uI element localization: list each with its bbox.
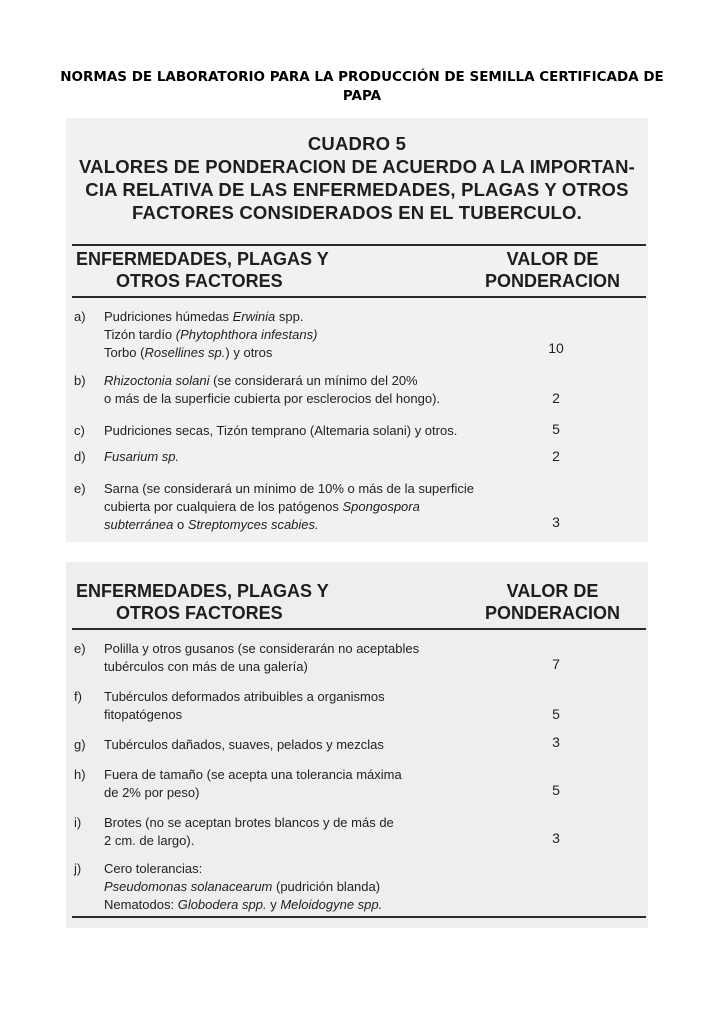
row-description	[104, 480, 554, 534]
row-line: Pseudomonas solanacearum (pudrición blanda)	[104, 879, 381, 894]
column-header-value-line-2: PONDERACION	[484, 603, 620, 623]
row-value: 2	[552, 448, 560, 464]
row-description	[104, 688, 554, 724]
row-description	[104, 372, 554, 408]
row-description	[104, 814, 554, 850]
column-header-value	[485, 580, 620, 624]
column-header-factors-line-1: ENFERMEDADES, PLAGAS Y	[76, 249, 329, 269]
row-letter: g)	[74, 737, 86, 752]
row-description	[104, 422, 554, 440]
row-line: Tubérculos deformados atribuibles a organismos	[104, 689, 385, 704]
row-description	[104, 860, 554, 914]
scanned-table-part-1	[66, 118, 648, 542]
column-header-value-line-1: VALOR DE	[506, 249, 599, 269]
row-value: 2	[552, 390, 560, 406]
row-line: Torbo (Rosellines sp.) y otros	[104, 345, 273, 360]
cuadro-title-line-2: CIA RELATIVA DE LAS ENFERMEDADES, PLAGAS Y OTROS	[85, 179, 629, 200]
row-line: Fuera de tamaño (se acepta una tolerancia máxima	[104, 767, 402, 782]
row-line: subterránea o Streptomyces scabies.	[104, 517, 319, 532]
row-value: 5	[552, 421, 560, 437]
row-letter: e)	[74, 641, 86, 656]
row-letter: j)	[74, 861, 82, 876]
row-letter: b)	[74, 373, 86, 388]
table-row	[74, 308, 554, 362]
column-header-value-line-2: PONDERACION	[484, 271, 620, 291]
row-line: Sarna (se considerará un mínimo de 10% o más de la superficie	[104, 481, 474, 496]
row-value: 3	[552, 514, 560, 530]
row-line: Brotes (no se aceptan brotes blancos y de más de	[104, 815, 394, 830]
table-rule-header	[72, 628, 646, 630]
table-row	[74, 422, 554, 440]
column-header-value	[485, 248, 620, 292]
table-rule-header	[72, 296, 646, 298]
table-rule-bottom	[72, 916, 646, 918]
row-description	[104, 308, 554, 362]
table-row	[74, 860, 554, 914]
row-letter: c)	[74, 423, 85, 438]
row-description	[104, 766, 554, 802]
row-value: 3	[552, 734, 560, 750]
table-row	[74, 640, 554, 676]
document-title-line-2: PAPA	[342, 88, 382, 104]
row-value: 3	[552, 830, 560, 846]
cuadro-title-line-3: FACTORES CONSIDERADOS EN EL TUBERCULO.	[132, 202, 582, 223]
row-letter: f)	[74, 689, 82, 704]
column-header-factors-line-2: OTROS FACTORES	[116, 603, 283, 623]
table-row	[74, 688, 554, 724]
row-letter: d)	[74, 449, 86, 464]
document-title	[60, 68, 664, 106]
row-value: 5	[552, 706, 560, 722]
column-header-factors-line-2: OTROS FACTORES	[116, 271, 283, 291]
row-line: Rhizoctonia solani (se considerará un mínimo del 20%	[104, 373, 418, 388]
row-line: Pudriciones secas, Tizón temprano (Altemaria solani) y otros.	[104, 423, 458, 438]
row-description	[104, 736, 554, 754]
row-value: 10	[548, 340, 564, 356]
column-header-factors	[76, 580, 329, 624]
cuadro-title	[66, 132, 648, 224]
table-row	[74, 480, 554, 534]
table-row	[74, 372, 554, 408]
row-description	[104, 640, 554, 676]
row-value: 5	[552, 782, 560, 798]
row-letter: i)	[74, 815, 82, 830]
row-letter: e)	[74, 481, 86, 496]
row-line: o más de la superficie cubierta por esclerocios del hongo).	[104, 391, 441, 406]
row-line: fitopatógenos	[104, 707, 183, 722]
column-header-factors-line-1: ENFERMEDADES, PLAGAS Y	[76, 581, 329, 601]
row-line: Nematodos: Globodera spp. y Meloidogyne spp.	[104, 897, 383, 912]
column-header-factors	[76, 248, 329, 292]
table-row	[74, 766, 554, 802]
cuadro-title-line-1: VALORES DE PONDERACION DE ACUERDO A LA IMPORTAN-	[78, 156, 636, 177]
row-line: 2 cm. de largo).	[104, 833, 195, 848]
row-line: Tizón tardío (Phytophthora infestans)	[104, 327, 318, 342]
row-line: cubierta por cualquiera de los patógenos Spongospora	[104, 499, 420, 514]
row-line: tubérculos con más de una galería)	[104, 659, 308, 674]
column-header-value-line-1: VALOR DE	[506, 581, 599, 601]
row-line: de 2% por peso)	[104, 785, 200, 800]
table-row	[74, 736, 554, 754]
row-line: Polilla y otros gusanos (se considerarán no aceptables	[104, 641, 420, 656]
table-row	[74, 448, 554, 466]
scanned-table-part-2	[66, 562, 648, 928]
table-row	[74, 814, 554, 850]
row-line: Fusarium sp.	[104, 449, 180, 464]
cuadro-number: CUADRO 5	[307, 133, 407, 154]
row-line: Cero tolerancias:	[104, 861, 203, 876]
row-description	[104, 448, 554, 466]
row-letter: h)	[74, 767, 86, 782]
row-line: Tubérculos dañados, suaves, pelados y mezclas	[104, 737, 384, 752]
document-title-line-1: NORMAS DE LABORATORIO PARA LA PRODUCCIÓN DE SEMILLA CERTIFICADA DE	[60, 69, 664, 85]
table-rule-top	[72, 244, 646, 246]
row-value: 7	[552, 656, 560, 672]
row-line: Pudriciones húmedas Erwinia spp.	[104, 309, 304, 324]
row-letter: a)	[74, 309, 86, 324]
